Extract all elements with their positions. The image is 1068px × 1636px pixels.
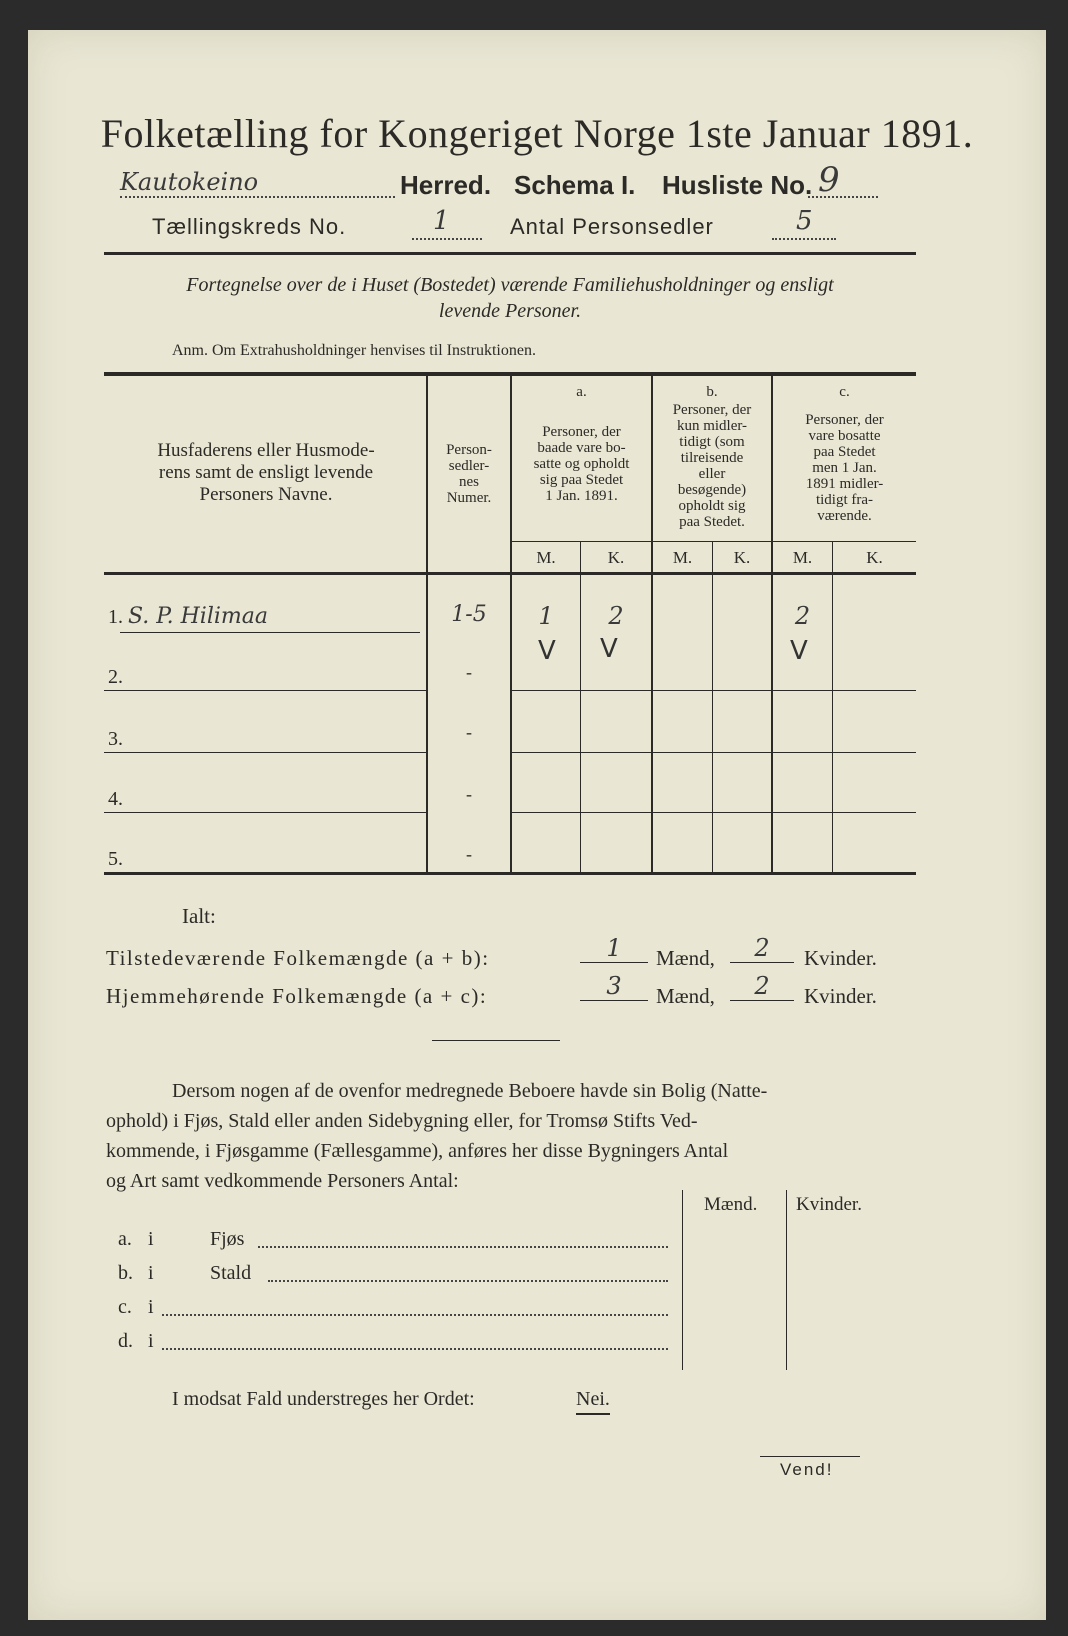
husliste-dotline	[808, 196, 878, 198]
building-row-b-dots	[268, 1280, 668, 1282]
kreds-label: Tællingskreds No.	[152, 214, 347, 239]
buildings-sep-1	[682, 1190, 683, 1370]
row-1-name: S. P. Hilimaa	[128, 604, 268, 629]
row-2-number: 2.	[108, 666, 123, 688]
col-c-line-6: tidigt fra-	[815, 492, 874, 508]
col-c-line-5: 1891 midler-	[805, 476, 884, 492]
building-row-c-letter: c.	[118, 1296, 132, 1318]
row-2-numbers: -	[466, 662, 472, 682]
col-b-line-5: eller	[698, 466, 726, 482]
buildings-para-line-4: og Art samt vedkommende Personers Antal:	[106, 1170, 459, 1192]
c-m-label: M.	[792, 548, 813, 567]
ialt-label: Ialt:	[182, 904, 216, 928]
row-4-rule-right	[512, 812, 916, 813]
building-row-b-letter: b.	[118, 1262, 133, 1284]
buildings-col-maend: Mænd.	[704, 1194, 758, 1215]
check-mark-c-m: V	[790, 636, 808, 666]
antal-dotline	[772, 238, 836, 240]
row-1-number: 1.	[108, 606, 123, 628]
building-row-c-dots	[162, 1314, 668, 1316]
hjemme-maend-line	[580, 1000, 648, 1001]
row-4-number: 4.	[108, 788, 123, 810]
col-b-line-7: opholdt sig	[678, 498, 746, 514]
hjemme-kvinder-value: 2	[754, 972, 770, 1000]
antal-value: 5	[796, 206, 813, 236]
col-a-line-1: Personer, der	[542, 424, 621, 440]
hjemme-maend-label: Mænd,	[656, 984, 715, 1008]
building-row-b-i: i	[148, 1262, 154, 1284]
col-c-line-7: værende.	[817, 508, 872, 524]
col-c-line-2: vare bosatte	[808, 428, 881, 444]
row-3-rule-left	[104, 752, 426, 753]
vend-rule	[760, 1456, 860, 1457]
row-3-numbers: -	[466, 722, 472, 742]
row-1-c-m: 2	[794, 602, 811, 630]
col-num-line-2: sedler-	[448, 458, 490, 474]
buildings-para-line-1: Dersom nogen af de ovenfor medregnede Beboere havde sin Bolig (Natte-	[172, 1080, 768, 1102]
col-name-line-3: Personers Navne.	[199, 484, 333, 505]
col-c-line-1: Personer, der	[805, 412, 884, 428]
building-row-a-i: i	[148, 1228, 154, 1250]
col-a-line-4: sig paa Stedet	[539, 472, 624, 488]
building-row-a-dots	[258, 1246, 668, 1248]
col-c-line-4: men 1 Jan.	[812, 460, 877, 476]
section-divider	[432, 1040, 560, 1041]
c-mk-rule	[773, 541, 916, 542]
b-m-label: M.	[672, 548, 693, 567]
col-name-line-2: rens samt de ensligt levende	[158, 462, 374, 483]
vend-label: Vend!	[780, 1460, 834, 1479]
husliste-value: 9	[818, 160, 840, 200]
form-title: Folketælling for Kongeriget Norge 1ste Januar 1891.	[100, 111, 974, 156]
antal-label: Antal Personsedler	[510, 214, 714, 239]
col-b-line-1: Personer, der	[672, 402, 752, 418]
building-row-a-label: Fjøs	[210, 1228, 245, 1250]
b-k-label: K.	[733, 548, 751, 567]
intro-line-2: levende Personer.	[438, 300, 582, 322]
row-3-rule-right	[512, 752, 916, 753]
row-4-numbers: -	[466, 784, 472, 804]
a-mk-sep	[580, 542, 581, 874]
a-m-label: M.	[536, 548, 556, 567]
row-1-a-m: 1	[538, 602, 554, 630]
buildings-para-line-3: kommende, i Fjøsgamme (Fællesgamme), anføres her disse Bygningers Antal	[106, 1140, 729, 1162]
herred-label: Herred.	[400, 170, 492, 200]
tilstede-maend-label: Mænd,	[656, 946, 715, 970]
tilstede-label: Tilstedeværende Folkemængde (a + b):	[106, 946, 490, 970]
building-row-d-i: i	[148, 1330, 154, 1352]
col-b-line-2: kun midler-	[676, 418, 748, 434]
building-row-a-letter: a.	[118, 1228, 132, 1250]
husliste-label: Husliste No.	[662, 170, 813, 200]
tilstede-kvinder-label: Kvinder.	[804, 946, 877, 970]
col-header-num	[428, 442, 510, 506]
hjemme-kvinder-label: Kvinder.	[804, 984, 877, 1008]
row-1-numbers: 1-5	[451, 602, 487, 627]
col-c-line-3: paa Stedet	[813, 444, 876, 460]
col-header-name	[108, 440, 424, 506]
building-row-d-dots	[162, 1348, 668, 1350]
col-c-letter: c.	[839, 384, 850, 400]
herred-dotline	[120, 196, 395, 198]
nei-word: Nei.	[576, 1388, 610, 1415]
anm-note: Anm. Om Extrahusholdninger henvises til Instruktionen.	[172, 342, 536, 359]
col-b-line-4: tilreisende	[680, 450, 744, 466]
hjemme-maend-value: 3	[606, 972, 622, 1000]
buildings-col-kvinder: Kvinder.	[796, 1194, 862, 1215]
buildings-sep-2	[786, 1190, 787, 1370]
col-a-line-2: baade vare bo-	[537, 440, 626, 456]
census-form-sheet	[28, 30, 1046, 1620]
col-b-line-6: besøgende)	[677, 482, 747, 498]
row-1-name-underline	[120, 632, 420, 633]
check-mark-a-k: V	[600, 634, 618, 664]
herred-value: Kautokeino	[120, 168, 259, 196]
building-row-d-letter: d.	[118, 1330, 133, 1352]
col-num-line-1: Person-	[446, 442, 492, 458]
row-2-rule-right	[512, 690, 916, 691]
row-5-numbers: -	[466, 844, 472, 864]
a-k-label: K.	[607, 548, 625, 567]
hjemme-kvinder-line	[730, 1000, 794, 1001]
modsat-text: I modsat Fald understreges her Ordet:	[172, 1388, 475, 1410]
col-a-line-3: satte og opholdt	[533, 456, 630, 472]
col-a-letter: a.	[576, 384, 587, 400]
header-rule	[104, 252, 916, 255]
col-num-line-3: nes	[459, 474, 479, 490]
col-num-line-4: Numer.	[446, 490, 492, 506]
intro-line-1: Fortegnelse over de i Huset (Bostedet) værende Familiehusholdninger og ensligt	[186, 274, 834, 296]
tilstede-kvinder-value: 2	[754, 934, 770, 962]
col-name-line-1: Husfaderens eller Husmode-	[157, 440, 375, 461]
a-mk-rule	[512, 541, 651, 542]
col-b-line-8: paa Stedet.	[679, 514, 745, 530]
row-1-a-k: 2	[608, 602, 624, 630]
kreds-dotline	[412, 238, 482, 240]
tilstede-kvinder-line	[730, 962, 794, 963]
col-a-line-5: 1 Jan. 1891.	[545, 488, 618, 504]
row-3-number: 3.	[108, 728, 123, 750]
c-mk-sep	[832, 542, 833, 874]
row-5-number: 5.	[108, 848, 123, 870]
row-2-rule-left	[104, 690, 426, 691]
building-row-c-i: i	[148, 1296, 154, 1318]
hjemme-label: Hjemmehørende Folkemængde (a + c):	[106, 984, 488, 1008]
building-row-b-label: Stald	[210, 1262, 252, 1284]
b-mk-rule	[653, 541, 771, 542]
col-b-line-3: tidigt (som	[679, 434, 745, 450]
kreds-value: 1	[433, 206, 450, 236]
col-header-c	[773, 412, 916, 524]
schema-label: Schema I.	[514, 170, 636, 200]
check-mark-a-m: V	[538, 636, 556, 666]
buildings-paragraph	[106, 1076, 918, 1196]
col-header-b	[653, 402, 771, 530]
c-k-label: K.	[866, 548, 883, 567]
buildings-para-line-2: ophold) i Fjøs, Stald eller anden Sidebygning eller, for Tromsø Stifts Ved-	[106, 1110, 698, 1132]
tilstede-maend-line	[580, 962, 648, 963]
b-mk-sep	[712, 542, 713, 874]
row-4-rule-left	[104, 812, 426, 813]
tilstede-maend-value: 1	[606, 934, 622, 962]
col-header-a	[512, 424, 651, 504]
col-b-letter: b.	[706, 384, 718, 400]
